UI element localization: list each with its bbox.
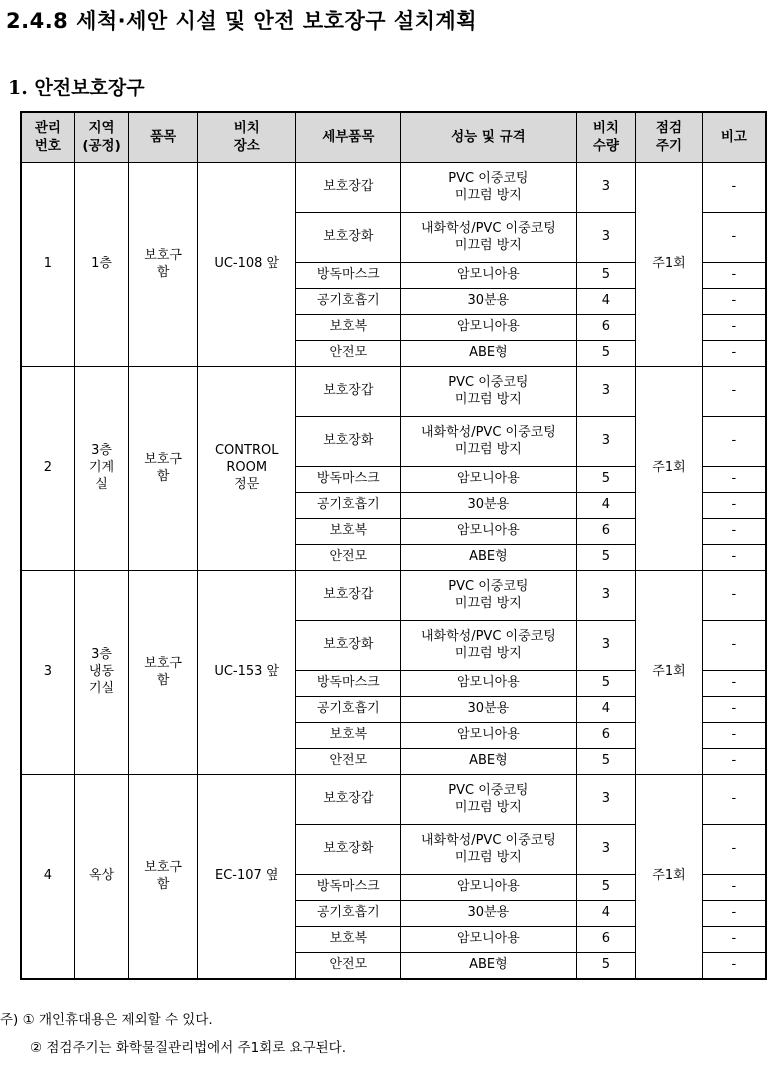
quantity-cell: 6	[576, 723, 636, 749]
detail-item-cell: 보호장갑	[296, 367, 401, 417]
remarks-cell: -	[702, 315, 766, 341]
detail-item-cell: 보호장갑	[296, 775, 401, 825]
remarks-cell: -	[702, 875, 766, 901]
quantity-cell: 3	[576, 825, 636, 875]
detail-item-cell: 안전모	[296, 341, 401, 367]
footnote-2: ② 점검주기는 화학물질관리법에서 주1회로 요구된다.	[30, 1040, 347, 1056]
management-number-cell: 3	[21, 571, 74, 775]
quantity-cell: 4	[576, 901, 636, 927]
remarks-cell: -	[702, 493, 766, 519]
safety-equipment-table	[20, 111, 767, 980]
area-cell: 3층 냉동 기실	[74, 571, 128, 775]
section-heading: 2.4.8 세척·세안 시설 및 안전 보호장구 설치계획	[6, 9, 477, 33]
detail-item-cell: 보호장화	[296, 825, 401, 875]
remarks-cell: -	[702, 697, 766, 723]
table-row	[21, 571, 766, 621]
remarks-cell: -	[702, 367, 766, 417]
spec-cell: 암모니아용	[401, 467, 576, 493]
quantity-cell: 4	[576, 493, 636, 519]
spec-cell: 암모니아용	[401, 315, 576, 341]
remarks-cell: -	[702, 775, 766, 825]
spec-cell: PVC 이중코팅 미끄럼 방지	[401, 163, 576, 213]
quantity-cell: 3	[576, 775, 636, 825]
spec-cell: 30분용	[401, 493, 576, 519]
detail-item-cell: 방독마스크	[296, 467, 401, 493]
quantity-cell: 3	[576, 367, 636, 417]
spec-cell: 암모니아용	[401, 671, 576, 697]
remarks-cell: -	[702, 671, 766, 697]
item-cell: 보호구 함	[129, 571, 198, 775]
detail-item-cell: 공기호흡기	[296, 493, 401, 519]
item-cell: 보호구 함	[129, 163, 198, 367]
remarks-cell: -	[702, 621, 766, 671]
detail-item-cell: 보호복	[296, 519, 401, 545]
quantity-cell: 3	[576, 213, 636, 263]
header-cell: 점검 주기	[636, 112, 703, 163]
spec-cell: 내화학성/PVC 이중코팅 미끄럼 방지	[401, 825, 576, 875]
spec-cell: 암모니아용	[401, 927, 576, 953]
remarks-cell: -	[702, 213, 766, 263]
quantity-cell: 3	[576, 163, 636, 213]
quantity-cell: 5	[576, 749, 636, 775]
table-row	[21, 163, 766, 213]
remarks-cell: -	[702, 263, 766, 289]
footnotes	[0, 1007, 346, 1063]
detail-item-cell: 공기호흡기	[296, 289, 401, 315]
management-number-cell: 4	[21, 775, 74, 980]
location-cell: UC-153 앞	[197, 571, 296, 775]
quantity-cell: 6	[576, 519, 636, 545]
remarks-cell: -	[702, 901, 766, 927]
spec-cell: 암모니아용	[401, 519, 576, 545]
item-cell: 보호구 함	[129, 367, 198, 571]
header-cell: 지역 (공정)	[74, 112, 128, 163]
spec-cell: PVC 이중코팅 미끄럼 방지	[401, 775, 576, 825]
quantity-cell: 5	[576, 671, 636, 697]
detail-item-cell: 보호장화	[296, 417, 401, 467]
detail-item-cell: 보호장화	[296, 213, 401, 263]
location-cell: CONTROL ROOM 정문	[197, 367, 296, 571]
spec-cell: ABE형	[401, 953, 576, 980]
spec-cell: ABE형	[401, 341, 576, 367]
spec-cell: 암모니아용	[401, 263, 576, 289]
inspection-cycle-cell: 주1회	[636, 163, 703, 367]
detail-item-cell: 보호장갑	[296, 163, 401, 213]
quantity-cell: 4	[576, 289, 636, 315]
spec-cell: ABE형	[401, 545, 576, 571]
footnote-1: 주) ① 개인휴대용은 제외할 수 있다.	[0, 1012, 213, 1028]
management-number-cell: 1	[21, 163, 74, 367]
detail-item-cell: 안전모	[296, 953, 401, 980]
detail-item-cell: 방독마스크	[296, 671, 401, 697]
inspection-cycle-cell: 주1회	[636, 367, 703, 571]
remarks-cell: -	[702, 163, 766, 213]
area-cell: 3층 기계 실	[74, 367, 128, 571]
header-cell: 관리 번호	[21, 112, 74, 163]
location-cell: UC-108 앞	[197, 163, 296, 367]
inspection-cycle-cell: 주1회	[636, 571, 703, 775]
remarks-cell: -	[702, 723, 766, 749]
spec-cell: 암모니아용	[401, 875, 576, 901]
remarks-cell: -	[702, 749, 766, 775]
spec-cell: 내화학성/PVC 이중코팅 미끄럼 방지	[401, 417, 576, 467]
header-cell: 비치 수량	[576, 112, 636, 163]
table-row	[21, 775, 766, 825]
header-cell: 비치 장소	[197, 112, 296, 163]
inspection-cycle-cell: 주1회	[636, 775, 703, 980]
quantity-cell: 5	[576, 953, 636, 980]
detail-item-cell: 안전모	[296, 545, 401, 571]
detail-item-cell: 방독마스크	[296, 875, 401, 901]
location-cell: EC-107 옆	[197, 775, 296, 980]
item-cell: 보호구 함	[129, 775, 198, 980]
spec-cell: 내화학성/PVC 이중코팅 미끄럼 방지	[401, 621, 576, 671]
remarks-cell: -	[702, 467, 766, 493]
spec-cell: ABE형	[401, 749, 576, 775]
remarks-cell: -	[702, 289, 766, 315]
detail-item-cell: 공기호흡기	[296, 697, 401, 723]
quantity-cell: 5	[576, 467, 636, 493]
spec-cell: 내화학성/PVC 이중코팅 미끄럼 방지	[401, 213, 576, 263]
quantity-cell: 3	[576, 571, 636, 621]
remarks-cell: -	[702, 953, 766, 980]
header-cell: 품목	[129, 112, 198, 163]
detail-item-cell: 방독마스크	[296, 263, 401, 289]
detail-item-cell: 보호복	[296, 723, 401, 749]
quantity-cell: 4	[576, 697, 636, 723]
header-cell: 성능 및 규격	[401, 112, 576, 163]
table-row	[21, 367, 766, 417]
quantity-cell: 6	[576, 315, 636, 341]
spec-cell: 30분용	[401, 901, 576, 927]
spec-cell: PVC 이중코팅 미끄럼 방지	[401, 571, 576, 621]
spec-cell: 암모니아용	[401, 723, 576, 749]
detail-item-cell: 보호장갑	[296, 571, 401, 621]
spec-cell: PVC 이중코팅 미끄럼 방지	[401, 367, 576, 417]
remarks-cell: -	[702, 341, 766, 367]
remarks-cell: -	[702, 417, 766, 467]
table-header-row	[21, 112, 766, 163]
quantity-cell: 3	[576, 621, 636, 671]
header-cell: 비고	[702, 112, 766, 163]
detail-item-cell: 보호복	[296, 927, 401, 953]
remarks-cell: -	[702, 545, 766, 571]
remarks-cell: -	[702, 825, 766, 875]
subsection-heading: 1. 안전보호장구	[8, 77, 145, 99]
detail-item-cell: 보호장화	[296, 621, 401, 671]
detail-item-cell: 공기호흡기	[296, 901, 401, 927]
quantity-cell: 3	[576, 417, 636, 467]
area-cell: 옥상	[74, 775, 128, 980]
management-number-cell: 2	[21, 367, 74, 571]
header-cell: 세부품목	[296, 112, 401, 163]
quantity-cell: 6	[576, 927, 636, 953]
quantity-cell: 5	[576, 341, 636, 367]
remarks-cell: -	[702, 927, 766, 953]
remarks-cell: -	[702, 519, 766, 545]
spec-cell: 30분용	[401, 289, 576, 315]
detail-item-cell: 안전모	[296, 749, 401, 775]
area-cell: 1층	[74, 163, 128, 367]
quantity-cell: 5	[576, 875, 636, 901]
quantity-cell: 5	[576, 545, 636, 571]
detail-item-cell: 보호복	[296, 315, 401, 341]
spec-cell: 30분용	[401, 697, 576, 723]
quantity-cell: 5	[576, 263, 636, 289]
remarks-cell: -	[702, 571, 766, 621]
